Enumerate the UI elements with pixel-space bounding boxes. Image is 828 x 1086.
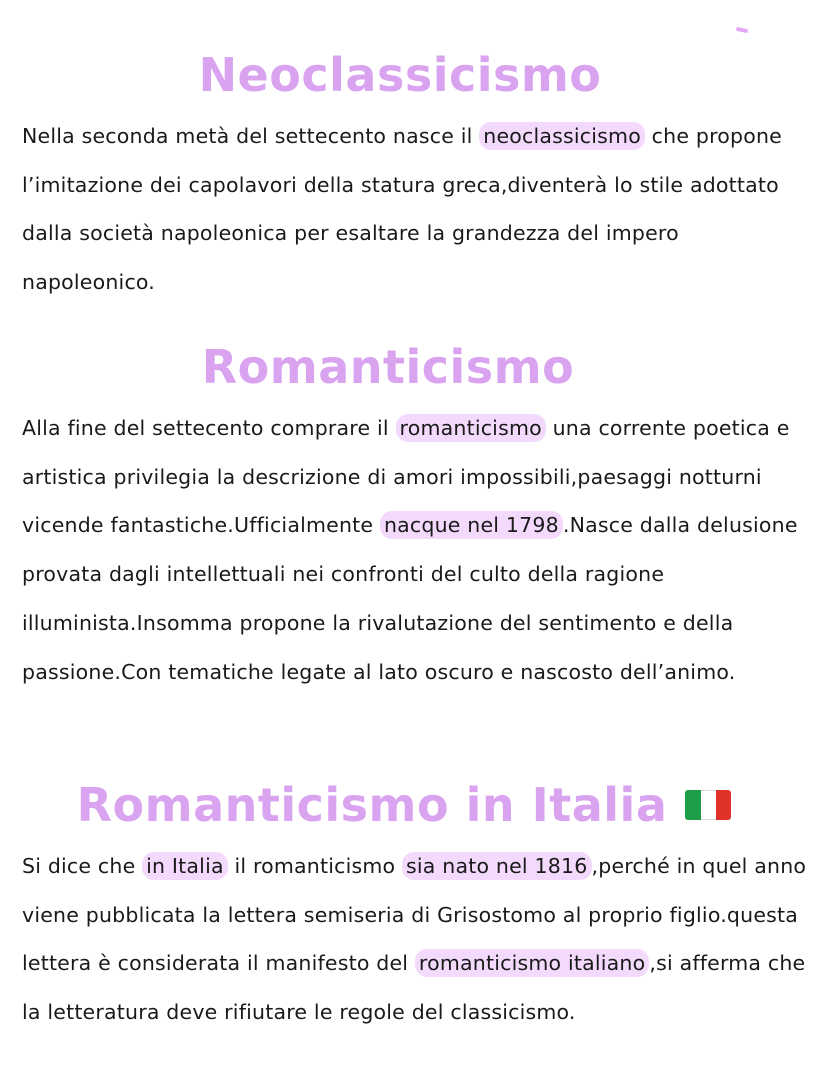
body-text: che propone l’imitazione dei capolavori della statura greca,diventerà lo stile adottato dalla società napoleonica per esaltare la grandezza del impero napoleonico.	[22, 124, 782, 295]
highlighted-term: nacque nel 1798	[380, 511, 563, 539]
body-text: .Nasce dalla delusione provata dagli intellettuali nei confronti del culto della ragione illuminista.Insomma propone la rivalutazione del sentimento e della passione.Con tematiche legate al lato oscuro e nascosto dell’animo.	[22, 513, 798, 684]
body-text: Nella seconda metà del settecento nasce il	[22, 124, 480, 148]
heading-text: Romanticismo in Italia	[76, 778, 668, 832]
body-text: ,si afferma che la letteratura deve rifiutare le regole del classicismo.	[22, 951, 806, 1025]
flag-stripe-green	[685, 790, 700, 820]
body-text: Si dice che	[22, 854, 143, 878]
section-body-neoclassicismo	[22, 112, 812, 307]
highlighted-term: romanticismo	[396, 414, 546, 442]
body-text: il romanticismo	[227, 854, 403, 878]
body-text: una corrente poetica e artistica privilegia la descrizione di amori impossibili,paesaggi notturni vicende fantastiche.Ufficialmente	[22, 416, 790, 538]
section-title-neoclassicismo: Neoclassicismo	[198, 48, 602, 102]
section-title-romanticismo: Romanticismo	[201, 340, 575, 394]
highlighted-term: sia nato nel 1816	[402, 852, 592, 880]
highlighted-term: romanticismo italiano	[415, 949, 649, 977]
highlighted-term: neoclassicismo	[479, 122, 645, 150]
body-text: ,perché in quel anno viene pubblicata la lettera semiseria di Grisostomo al proprio figlio.questa lettera è considerata il manifesto del	[22, 854, 807, 976]
italy-flag-icon	[685, 790, 731, 820]
highlighted-term: in Italia	[142, 852, 228, 880]
body-text: Alla fine del settecento comprare il	[22, 416, 396, 440]
section-body-romanticismo	[22, 404, 812, 696]
pen-mark	[736, 27, 749, 33]
flag-stripe-white	[701, 790, 716, 820]
section-body-romanticismo-in-italia	[22, 842, 812, 1037]
flag-stripe-red	[716, 790, 731, 820]
section-title-romanticismo-in-italia	[0, 778, 818, 832]
